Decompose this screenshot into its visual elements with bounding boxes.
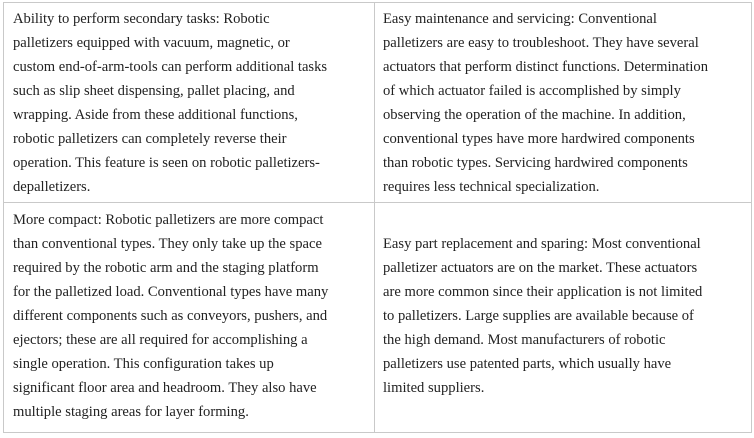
table-row	[4, 3, 752, 203]
text-line: More compact: Robotic palletizers are more compact	[13, 212, 324, 228]
text-line: such as slip sheet dispensing, pallet placing, and	[13, 83, 295, 99]
text-line: than robotic types. Servicing hardwired components	[383, 155, 688, 171]
text-line: than conventional types. They only take up the space	[13, 236, 322, 252]
text-line: required by the robotic arm and the staging platform	[13, 260, 319, 276]
text-line: observing the operation of the machine. In addition,	[383, 107, 686, 123]
text-line: actuators that perform distinct functions. Determination	[383, 59, 709, 75]
text-line: single operation. This configuration takes up	[13, 356, 274, 372]
text-line: custom end-of-arm-tools can perform additional tasks	[13, 59, 328, 75]
table-cell	[375, 203, 752, 433]
table-cell	[375, 3, 752, 203]
table-row	[4, 203, 752, 433]
text-line: palletizers use patented parts, which usually have	[383, 356, 672, 372]
text-line: operation. This feature is seen on robotic palletizers-	[13, 155, 320, 171]
text-line: palletizer actuators are on the market. These actuators	[383, 260, 698, 276]
text-line: multiple staging areas for layer forming.	[13, 404, 249, 420]
text-line: Ability to perform secondary tasks: Robotic	[13, 11, 270, 27]
text-line: Easy part replacement and sparing: Most conventional	[383, 236, 701, 252]
table-cell	[4, 203, 375, 433]
cell-text	[375, 203, 751, 400]
text-line: requires less technical specialization.	[383, 179, 600, 195]
text-line: are more common since their application is not limited	[383, 284, 703, 300]
text-line: different components such as conveyors, pushers, and	[13, 308, 328, 324]
cell-text	[4, 3, 374, 199]
text-line: for the palletized load. Conventional types have many	[13, 284, 329, 300]
text-line: Easy maintenance and servicing: Conventional	[383, 11, 657, 27]
text-line: palletizers equipped with vacuum, magnetic, or	[13, 35, 290, 51]
cell-text	[4, 203, 374, 424]
text-line: conventional types have more hardwired components	[383, 131, 695, 147]
text-line: the high demand. Most manufacturers of robotic	[383, 332, 666, 348]
text-line: ejectors; these are all required for accomplishing a	[13, 332, 308, 348]
text-line: wrapping. Aside from these additional functions,	[13, 107, 298, 123]
text-line: depalletizers.	[13, 179, 91, 195]
text-line: robotic palletizers can completely reverse their	[13, 131, 287, 147]
table-cell	[4, 3, 375, 203]
text-line: to palletizers. Large supplies are available because of	[383, 308, 694, 324]
text-line: of which actuator failed is accomplished by simply	[383, 83, 681, 99]
cell-text	[375, 3, 751, 199]
text-line: palletizers are easy to troubleshoot. They have several	[383, 35, 699, 51]
text-line: limited suppliers.	[383, 380, 485, 396]
comparison-table	[3, 2, 752, 433]
text-line: significant floor area and headroom. They also have	[13, 380, 317, 396]
